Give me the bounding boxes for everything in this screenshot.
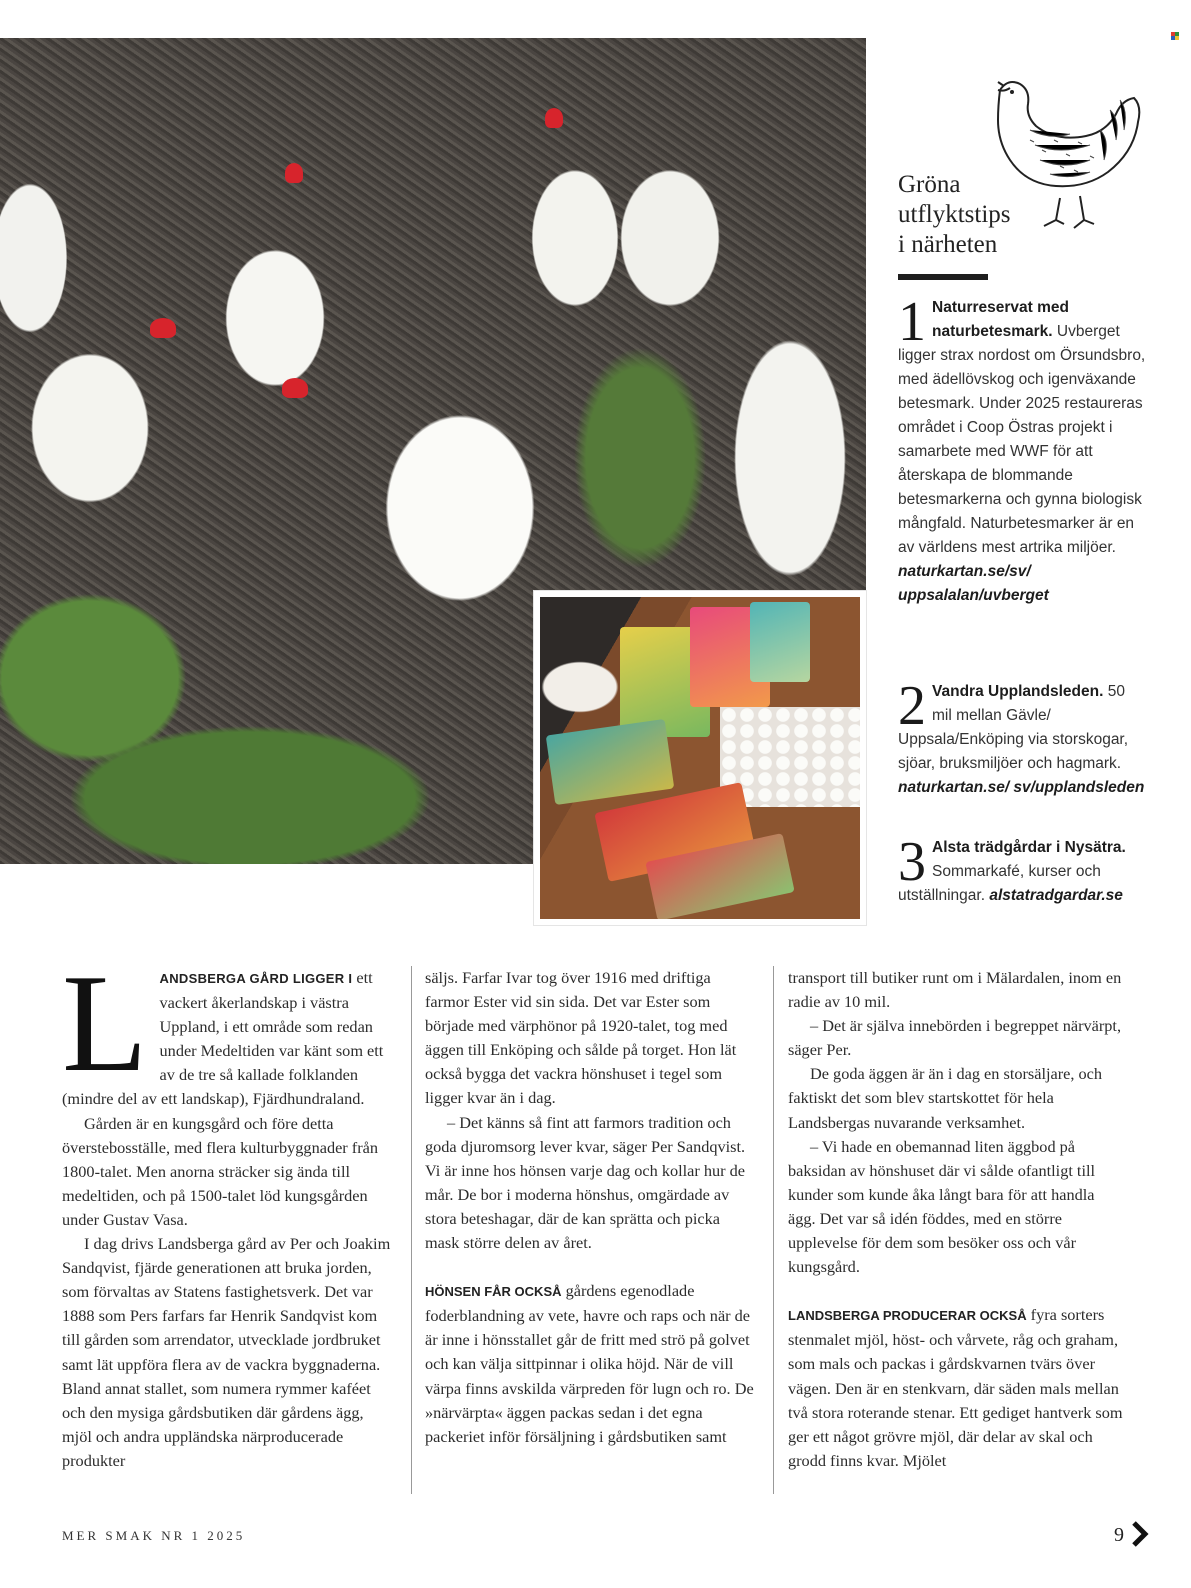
tip-text: Uvberget ligger strax nordost om Örsundsbro, med ädellövskog och igenväxande betesmark. Under 2025 restaureras området i Coop Östras projekt i samarbete med WWF för att återskapa de blommande betesmarkerna och gynna biologisk mångfald. Naturbetesmarker är en av världens mest artrika miljöer. (898, 323, 1146, 556)
article-paragraph: – Vi hade en obemannad liten äggbod på baksidan av hönshuset där vi sålde ofantligt till kunder som kunde åka långt bara för att handla ägg. Det var så idén föddes, med en större upplevelse för dem som besöker oss och vår kungsgård. (788, 1136, 1096, 1277)
article-paragraph: – Det känns så fint att farmors tradition och goda djuromsorg lever kvar, säger Per Sandqvist. Vi är inne hos hönsen varje dag och kollar hur de mår. De bor i moderna hönshus, omgärdade av stora beteshagar, där de kan sprätta och picka mask större delen av året. (425, 1112, 746, 1253)
hen-comb (285, 163, 303, 183)
article-paragraph: säljs. Farfar Ivar tog över 1916 med driftiga farmor Ester vid sin sida. Det var Ester som började med värphönor på 1920-talet, tog med äggen till Enköping och sålde på torget. Hon lät också bygga det vackra hönshuset i tegel som ligger kvar än i dag. (425, 968, 737, 1108)
hen-comb (282, 378, 308, 398)
sidebar-title-line: i närheten (898, 231, 998, 258)
hen-comb (150, 318, 176, 338)
chevron-right-icon[interactable] (1130, 1521, 1150, 1547)
article-column-2 (425, 966, 755, 1449)
tip-text: 50 mil mellan Gävle/ Uppsala/Enköping via storskogar, sjöar, bruksmiljöer och hagmark. (898, 683, 1129, 772)
page-number: 9 (1114, 1524, 1124, 1546)
article-paragraph: transport till butiker runt om i Mälardalen, inom en radie av 10 mil. (788, 968, 1122, 1012)
drop-cap: L (62, 946, 148, 1101)
tip-link[interactable]: naturkartan.se/sv/ uppsalalan/uvberget (898, 563, 1049, 604)
tip-link[interactable]: alstatradgardar.se (989, 887, 1123, 904)
sidebar-title-line: Gröna (898, 171, 961, 198)
sidebar-divider (898, 274, 988, 280)
section-subhead: LANDSBERGA PRODUCERAR OCKSÅ (788, 1308, 1027, 1324)
article-paragraph (788, 1303, 1124, 1473)
paragraph-text: ett vackert åkerlandskap i västra Uppland, i ett område som redan under Medeltiden var känt som ett av de tre så kallade folklanden (mindre del av ett landskap), Fjärdhundraland. (62, 968, 384, 1109)
tip-number: 3 (898, 831, 926, 893)
section-spacer (425, 1255, 755, 1279)
egg-shop-photo (534, 591, 866, 925)
tip-heading: Naturreservat med naturbetesmark. (932, 299, 1069, 340)
paragraph-text: fyra sorters stenmalet mjöl, höst- och vårvete, råg och graham, som mals och packas i gårdskvarnen tvärs över vägen. Den är en stenkvarn, där säden mals mellan två stora roterande stenar. Ett gediget hantverk som ger ett något grövre mjöl, där delar av skal och grodd finns kvar. Mjölet (788, 1305, 1123, 1470)
sidebar-title-line: utflyktstips (898, 201, 1011, 228)
tip-item (898, 291, 1148, 608)
article-paragraph: – Det är själva innebörden i begreppet närvärpt, säger Per. (788, 1016, 1122, 1060)
tip-number: 2 (898, 675, 926, 737)
paragraph-text: gårdens egenodlade foderblandning av vete, havre och raps och när de är inne i hönsstallet går de fritt med strö på golvet och kan välja sittpinnar i olika höjd. När de vill värpa finns avskilda värpreden för lugn och ro. De »närvärpta« äggen packas sedan i det egna packeriet inför försäljning i gårdsbutiken samt (425, 1281, 754, 1446)
column-divider (773, 966, 774, 1494)
print-color-mark-icon (1171, 32, 1179, 40)
article-paragraph (425, 1279, 755, 1449)
magazine-issue: MER SMAK NR 1 2025 (62, 1528, 246, 1543)
tip-item (898, 675, 1148, 800)
article-paragraph: Gården är en kungsgård och före detta överstebosställe, med flera kulturbyggnader från 1800-talet. Men anorna sträcker sig ända till medeltiden, och på 1500-talet löd kungsgården under Gustav Vasa. (62, 1113, 379, 1229)
egg-carton (750, 602, 810, 682)
hen-comb (545, 108, 563, 128)
article-paragraph: De goda äggen är än i dag en storsäljare, och faktiskt det som blev startskottet för hela Landsbergas nuvarande verksamhet. (788, 1064, 1103, 1132)
tip-heading: Alsta trädgårdar i Nysätra. (932, 839, 1126, 856)
tip-text: Sommarkafé, kurser och utställningar. (898, 863, 1101, 904)
article-column-1 (62, 946, 392, 1473)
sidebar-title (898, 170, 1098, 260)
section-spacer (788, 1279, 1124, 1303)
article-column-3 (788, 966, 1124, 1473)
egg-carton (546, 719, 675, 805)
tip-number: 1 (898, 291, 926, 353)
article-paragraph: I dag drivs Landsberga gård av Per och Joakim Sandqvist, fjärde generationen att bruka jorden, som förvaltas av Statens fastighetsverk. Det var 1888 som Pers farfars far Henrik Sandqvist kom till gården som arrendator, utvecklade jordbruket samt lät uppföra flera av de vackra byggnaderna. Bland annat stallet, som numera rymmer kaféet och den mysiga gårdsbutiken där gårdens ägg, mjöl och andra uppländska närproducerade produkter (62, 1234, 391, 1470)
column-divider (411, 966, 412, 1494)
tip-item (898, 831, 1148, 908)
section-subhead: HÖNSEN FÅR OCKSÅ (425, 1284, 562, 1300)
lead-caps: ANDSBERGA GÅRD LIGGER I (159, 971, 353, 986)
tip-link[interactable]: naturkartan.se/ sv/upplandsleden (898, 779, 1145, 796)
article-paragraph (62, 946, 392, 1112)
tip-heading: Vandra Upplandsleden. (932, 683, 1104, 700)
